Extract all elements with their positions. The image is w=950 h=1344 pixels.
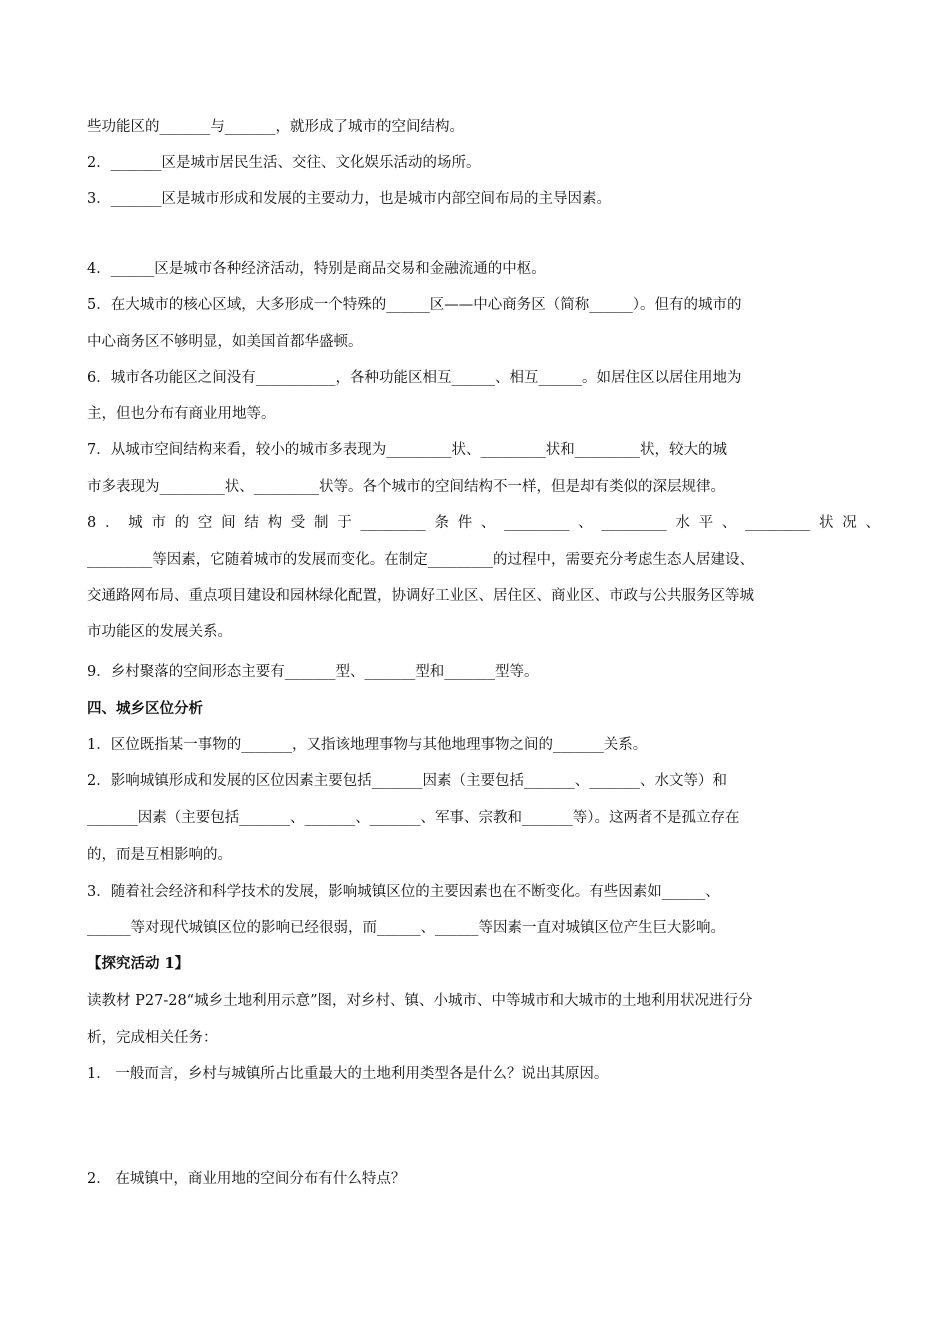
- task-2: 2． 在城镇中，商业用地的空间分布有什么特点？: [87, 1171, 406, 1187]
- question-7: 7．从城市空间结构来看，较小的城市多表现为_________状、_________状和_________状，较大的城: [87, 442, 727, 458]
- question-3b: 3．随着社会经济和科学技术的发展，影响城镇区位的主要因素也在不断变化。有些因素如______、: [87, 884, 720, 900]
- question-1: 1．区位既指某一事物的_______，又指该地理事物与其他地理事物之间的_______关系。: [87, 737, 648, 753]
- text-line: ______等对现代城镇区位的影响已经很弱，而______、______等因素一直对城镇区位产生巨大影响。: [87, 920, 725, 936]
- text-line: 主，但也分布有商业用地等。: [87, 406, 276, 422]
- activity-heading: 【探究活动 1】: [87, 955, 190, 972]
- text-line: 的，而是互相影响的。: [87, 847, 232, 863]
- text-line: 些功能区的_______与_______，就形成了城市的空间结构。: [87, 119, 464, 135]
- text-line: 中心商务区不够明显，如美国首都华盛顿。: [87, 334, 363, 350]
- question-4: 4．______区是城市各种经济活动，特别是商品交易和金融流通的中枢。: [87, 261, 546, 277]
- question-8: 8．城市的空间结构受制于_________条件、_________、_________水平、_________状况、: [87, 515, 880, 531]
- text-line: 市功能区的发展关系。: [87, 624, 232, 640]
- question-2: 2．_______区是城市居民生活、交往、文化娱乐活动的场所。: [87, 155, 481, 171]
- question-9: 9．乡村聚落的空间形态主要有_______型、_______型和_______型等。: [87, 664, 539, 680]
- question-2b: 2．影响城镇形成和发展的区位因素主要包括_______因素（主要包括_______、_______、水文等）和: [87, 773, 727, 789]
- text-line: 析，完成相关任务：: [87, 1030, 218, 1046]
- question-5: 5．在大城市的核心区域，大多形成一个特殊的______区——中心商务区（简称______）。但有的城市的: [87, 297, 742, 313]
- question-3: 3．_______区是城市形成和发展的主要动力，也是城市内部空间布局的主导因素。: [87, 191, 611, 207]
- question-6: 6．城市各功能区之间没有___________，各种功能区相互______、相互______。如居住区以居住用地为: [87, 370, 742, 386]
- text-line: 市多表现为_________状、_________状等。各个城市的空间结构不一样，但是却有类似的深层规律。: [87, 479, 725, 495]
- text-line: _________等因素，它随着城市的发展而变化。在制定_________的过程中，需要充分考虑生态人居建设、: [87, 552, 754, 568]
- section-heading: 四、城乡区位分析: [87, 700, 203, 717]
- text-line: _______因素（主要包括_______、_______、_______、军事、宗教和_______等）。这两者不是孤立存在: [87, 810, 740, 826]
- text-line: 读教材 P27-28“城乡土地利用示意”图，对乡村、镇、小城市、中等城市和大城市的土地利用状况进行分: [87, 993, 753, 1009]
- text-line: 交通路网布局、重点项目建设和园林绿化配置，协调好工业区、居住区、商业区、市政与公共服务区等城: [87, 588, 754, 604]
- task-1: 1． 一般而言，乡村与城镇所占比重最大的土地利用类型各是什么？说出其原因。: [87, 1066, 609, 1082]
